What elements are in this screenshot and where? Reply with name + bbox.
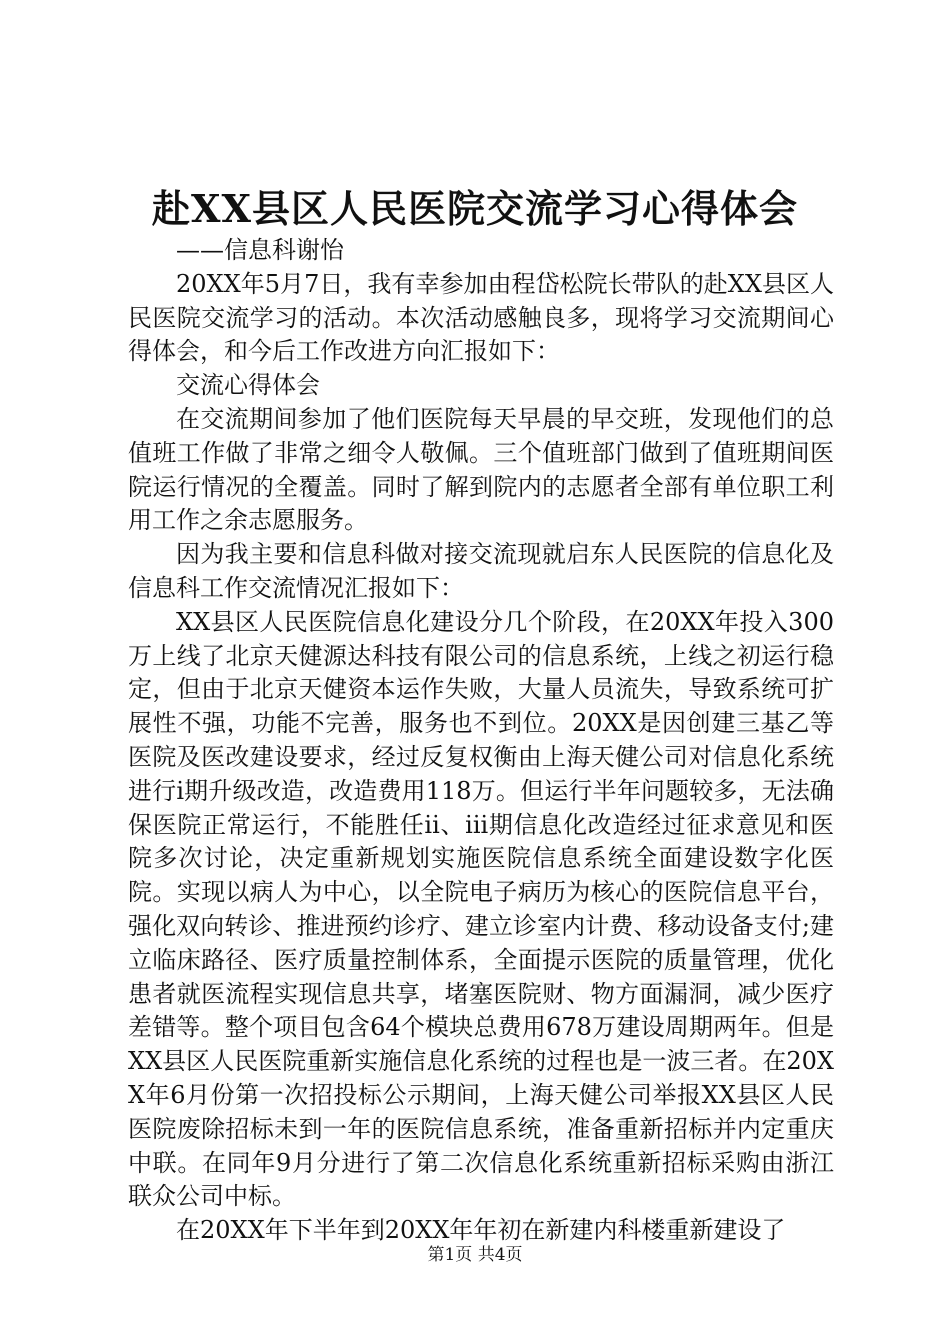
paragraph-it-exchange: 因为我主要和信息科做对接交流现就启东人民医院的信息化及信息科工作交流情况汇报如下： xyxy=(128,540,834,602)
paragraph-shift-observation: 在交流期间参加了他们医院每天早晨的早交班，发现他们的总值班工作做了非常之细令人敬佩。三个值班部门做到了值班期间医院运行情况的全覆盖。同时了解到院内的志愿者全部有单位职工利用工作之余志愿服务。 xyxy=(128,404,834,535)
paragraph-intro: 20XX年5月7日，我有幸参加由程岱松院长带队的赴XX县区人民医院交流学习的活动。本次活动感触良多，现将学习交流期间心得体会，和今后工作改进方向汇报如下： xyxy=(128,269,834,366)
page-number-footer: 第1页 共4页 xyxy=(427,1245,523,1265)
paragraph-construction: 在20XX年下半年到20XX年年初在新建内科楼重新建设了 xyxy=(176,1216,786,1245)
author-line: ——信息科谢怡 xyxy=(176,236,344,264)
document-title: 赴XX县区人民医院交流学习心得体会 xyxy=(152,186,798,231)
paragraph-informatization-history: XX县区人民医院信息化建设分几个阶段，在20XX年投入300万上线了北京天健源达科技有限公司的信息系统，上线之初运行稳定，但由于北京天健资本运作失败，大量人员流失，导致系统可扩展性不强，功能不完善，服务也不到位。20XX是因创建三基乙等医院及医改建设要求，经过反复权衡由上海天健公司对信息化系统进行i期升级改造，改造费用118万。但运行半年问题较多，无法确保医院正常运行，不能胜任ii、iii期信息化改造经过征求意见和医院多次讨论，决定重新规划实施医院信息系统全面建设数字化医院。实现以病人为中心，以全院电子病历为核心的医院信息平台，强化双向转诊、推进预约诊疗、建立诊室内计费、移动设备支付;建立临床路径、医疗质量控制体系，全面提示医院的质量管理，优化患者就医流程实现信息共享，堵塞医院财、物方面漏洞，减少医疗差错等。整个项目包含64个模块总费用678万建设周期两年。但是XX县区人民医院重新实施信息化系统的过程也是一波三者。在20XX年6月份第一次招投标公示期间，上海天健公司举报XX县区人民医院废除招标未到一年的医院信息系统，准备重新招标并内定重庆中联。在同年9月分进行了第二次信息化系统重新招标采购由浙江联众公司中标。 xyxy=(128,607,834,1211)
section-heading: 交流心得体会 xyxy=(176,371,320,400)
document-body xyxy=(128,234,834,1248)
